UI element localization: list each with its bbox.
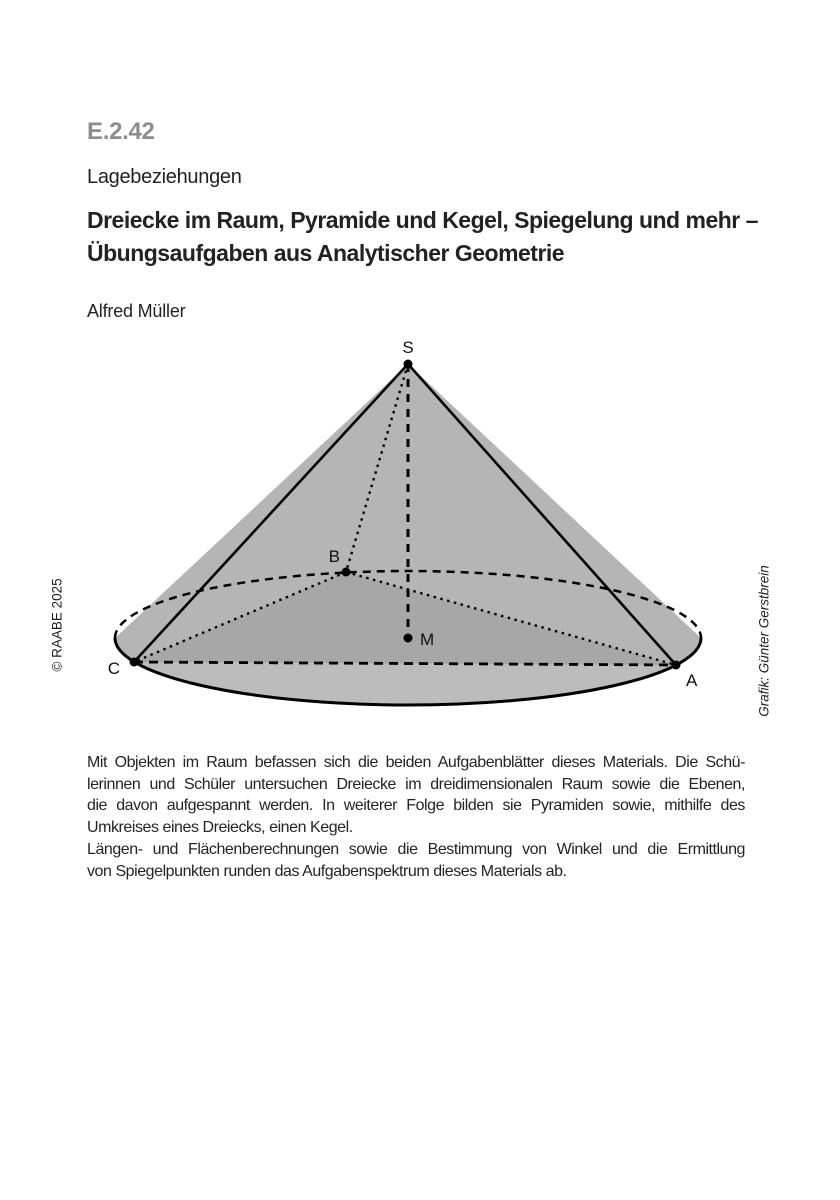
copyright-vertical: © RAABE 2025	[49, 578, 65, 672]
author-name: Alfred Müller	[87, 301, 186, 321]
title-line-2: Übungsaufgaben aus Analytischer Geometrie	[87, 240, 565, 266]
point-s	[404, 360, 413, 369]
body-line: Umkreises eines Dreiecks, einen Kegel.	[87, 819, 353, 837]
label-a: A	[686, 671, 698, 690]
body-paragraph	[87, 752, 745, 839]
point-b	[342, 568, 351, 577]
doc-code: E.2.42	[87, 118, 155, 145]
label-m: M	[420, 630, 435, 649]
point-c	[130, 658, 139, 667]
label-c: C	[107, 659, 120, 678]
body-paragraph	[87, 839, 745, 882]
title-line-1: Dreiecke im Raum, Pyramide und Kegel, Spiegelung und mehr –	[87, 207, 758, 233]
point-a	[672, 661, 681, 670]
body-line: Mit Objekten im Raum befassen sich die beiden Aufgabenblätter dieses Materials. Die Schü-	[87, 754, 745, 771]
graphic-credit-vertical: Grafik: Günter Gerstbrein	[756, 565, 772, 717]
body-line: von Spiegelpunkten runden das Aufgabenspektrum dieses Materials ab.	[87, 862, 567, 880]
body-line: die davon aufgespannt werden. In weiterer Folge bilden sie Pyramiden sowie, mithilfe des	[87, 797, 745, 815]
point-m	[404, 634, 413, 643]
label-s: S	[402, 338, 414, 357]
body-line: lerinnen und Schüler untersuchen Dreiecke im dreidimensionalen Raum sowie die Ebenen,	[87, 775, 745, 793]
body-line: Längen- und Flächenberechnungen sowie die Bestimmung von Winkel und die Ermittlung	[87, 840, 745, 858]
body-text	[87, 752, 745, 882]
cone-figure	[90, 328, 730, 736]
label-b: B	[328, 547, 340, 566]
page-title	[87, 204, 758, 270]
category-label: Lagebeziehungen	[87, 166, 242, 188]
cone-base-front	[134, 662, 676, 705]
